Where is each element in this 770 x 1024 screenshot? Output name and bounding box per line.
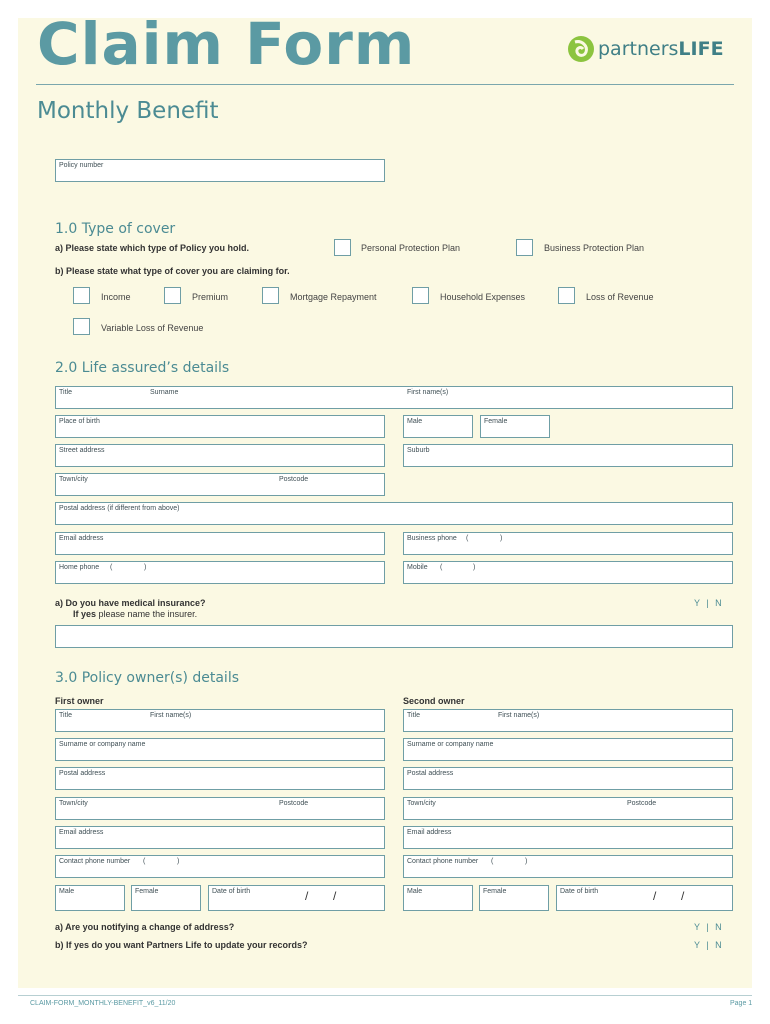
la-postal-address-label: Postal address (if different from above) xyxy=(59,505,180,512)
o2-phone-paren-open: ( xyxy=(491,858,494,865)
checkbox-business-protection[interactable] xyxy=(516,239,533,256)
policy-number-field[interactable] xyxy=(55,159,385,182)
premium-label: Premium xyxy=(192,292,229,302)
la-mobile-paren-open: ( xyxy=(440,564,443,571)
form-title: Claim Form xyxy=(37,10,416,78)
la-home-phone-field[interactable] xyxy=(55,561,385,584)
la-suburb-label: Suburb xyxy=(407,447,430,454)
o1-title-names-field[interactable] xyxy=(55,709,385,732)
o1-town-field[interactable] xyxy=(55,797,385,820)
la-home-phone-label: Home phone xyxy=(59,564,100,571)
s3-question-b-yes-no[interactable]: Y | N xyxy=(694,940,724,950)
section-3-heading: 3.0 Policy owner(s) details xyxy=(55,670,240,686)
form-subtitle: Monthly Benefit xyxy=(37,98,219,124)
s2-insurer-hint: please name the insurer. xyxy=(98,609,198,619)
o2-phone-paren-close: ) xyxy=(525,858,528,865)
la-place-of-birth-field[interactable] xyxy=(55,415,385,438)
la-surname-label: Surname xyxy=(150,389,179,396)
la-first-names-label: First name(s) xyxy=(407,389,449,396)
s2-question-a: a) Do you have medical insurance? xyxy=(55,598,206,608)
o2-phone-label: Contact phone number xyxy=(407,858,479,865)
s3-question-a-yes-no[interactable]: Y | N xyxy=(694,922,724,932)
section-2-heading: 2.0 Life assured’s details xyxy=(55,360,230,376)
la-postcode-label: Postcode xyxy=(279,476,309,483)
o1-phone-paren-close: ) xyxy=(177,858,180,865)
footer-form-code: CLAIM-FORM_MONTHLY-BENEFIT_v6_11/20 xyxy=(30,1000,176,1007)
la-town-field[interactable] xyxy=(55,473,385,496)
variable-loss-of-revenue-label: Variable Loss of Revenue xyxy=(101,323,204,333)
la-email-field[interactable] xyxy=(55,532,385,555)
s2-if-yes: If yes xyxy=(73,609,97,619)
o1-phone-label: Contact phone number xyxy=(59,858,131,865)
checkbox-personal-protection[interactable] xyxy=(334,239,351,256)
o2-town-label: Town/city xyxy=(407,800,436,807)
checkbox-loss-of-revenue[interactable] xyxy=(558,287,575,304)
s2-question-a-sub xyxy=(73,609,197,619)
insurer-name-field[interactable] xyxy=(55,625,733,648)
logo-word-partners: partners xyxy=(598,38,679,60)
la-email-label: Email address xyxy=(59,535,104,542)
o1-title-label: Title xyxy=(59,712,72,719)
first-owner-heading: First owner xyxy=(55,696,104,706)
partners-life-logo xyxy=(566,34,724,64)
income-label: Income xyxy=(101,292,131,302)
footer-divider xyxy=(18,995,752,996)
o2-first-names-label: First name(s) xyxy=(498,712,540,719)
household-expenses-label: Household Expenses xyxy=(440,292,526,302)
checkbox-mortgage-repayment[interactable] xyxy=(262,287,279,304)
la-street-label: Street address xyxy=(59,447,105,454)
personal-protection-label: Personal Protection Plan xyxy=(361,243,461,253)
la-female-label: Female xyxy=(484,418,508,425)
o2-title-names-field[interactable] xyxy=(403,709,733,732)
o1-dob-slash-2: / xyxy=(333,889,337,903)
o2-surname-label: Surname or company name xyxy=(407,741,494,748)
o2-male-label: Male xyxy=(407,888,423,895)
loss-of-revenue-label: Loss of Revenue xyxy=(586,292,654,302)
logo-word-life: LIFE xyxy=(678,38,724,60)
o2-email-field[interactable] xyxy=(403,826,733,849)
o1-town-label: Town/city xyxy=(59,800,88,807)
o2-dob-label: Date of birth xyxy=(560,888,599,895)
checkbox-premium[interactable] xyxy=(164,287,181,304)
o2-email-label: Email address xyxy=(407,829,452,836)
la-home-phone-paren-open: ( xyxy=(110,564,113,571)
s3-question-b: b) If yes do you want Partners Life to update your records? xyxy=(55,940,308,950)
o2-town-field[interactable] xyxy=(403,797,733,820)
o1-email-field[interactable] xyxy=(55,826,385,849)
o1-email-label: Email address xyxy=(59,829,104,836)
o1-dob-label: Date of birth xyxy=(212,888,251,895)
la-place-of-birth-label: Place of birth xyxy=(59,418,100,425)
la-town-label: Town/city xyxy=(59,476,88,483)
la-suburb-field[interactable] xyxy=(403,444,733,467)
logo-wordmark xyxy=(598,38,724,60)
s1-question-b: b) Please state what type of cover you are claiming for. xyxy=(55,266,290,276)
o1-surname-label: Surname or company name xyxy=(59,741,146,748)
s1-question-a: a) Please state which type of Policy you hold. xyxy=(55,243,250,253)
o1-phone-paren-open: ( xyxy=(143,858,146,865)
s2-yes-no[interactable]: Y | N xyxy=(694,598,724,608)
la-home-phone-paren-close: ) xyxy=(144,564,147,571)
o1-female-label: Female xyxy=(135,888,159,895)
o2-dob-slash-2: / xyxy=(681,889,685,903)
la-mobile-field[interactable] xyxy=(403,561,733,584)
o1-dob-slash-1: / xyxy=(305,889,309,903)
o2-postcode-label: Postcode xyxy=(627,800,657,807)
o2-title-label: Title xyxy=(407,712,420,719)
la-mobile-label: Mobile xyxy=(407,564,428,571)
business-protection-label: Business Protection Plan xyxy=(544,243,645,253)
la-mobile-paren-close: ) xyxy=(473,564,476,571)
o1-first-names-label: First name(s) xyxy=(150,712,192,719)
checkbox-household-expenses[interactable] xyxy=(412,287,429,304)
o1-male-label: Male xyxy=(59,888,75,895)
o2-dob-slash-1: / xyxy=(653,889,657,903)
policy-number-label: Policy number xyxy=(59,162,104,169)
mortgage-repayment-label: Mortgage Repayment xyxy=(290,292,377,302)
la-business-phone-paren-open: ( xyxy=(466,535,469,542)
o1-postal-label: Postal address xyxy=(59,770,106,777)
la-business-phone-paren-close: ) xyxy=(500,535,503,542)
la-business-phone-label: Business phone xyxy=(407,535,457,542)
header-divider xyxy=(36,84,734,85)
s3-question-a: a) Are you notifying a change of address? xyxy=(55,922,235,932)
second-owner-heading: Second owner xyxy=(403,696,465,706)
section-1-heading: 1.0 Type of cover xyxy=(55,221,176,237)
checkbox-variable-loss-of-revenue[interactable] xyxy=(73,318,90,335)
checkbox-income[interactable] xyxy=(73,287,90,304)
footer-page-number: Page 1 xyxy=(730,1000,753,1007)
o2-female-label: Female xyxy=(483,888,507,895)
o1-postcode-label: Postcode xyxy=(279,800,309,807)
la-male-label: Male xyxy=(407,418,423,425)
la-title-label: Title xyxy=(59,389,72,396)
leaf-logo-icon xyxy=(566,34,596,64)
o2-postal-label: Postal address xyxy=(407,770,454,777)
